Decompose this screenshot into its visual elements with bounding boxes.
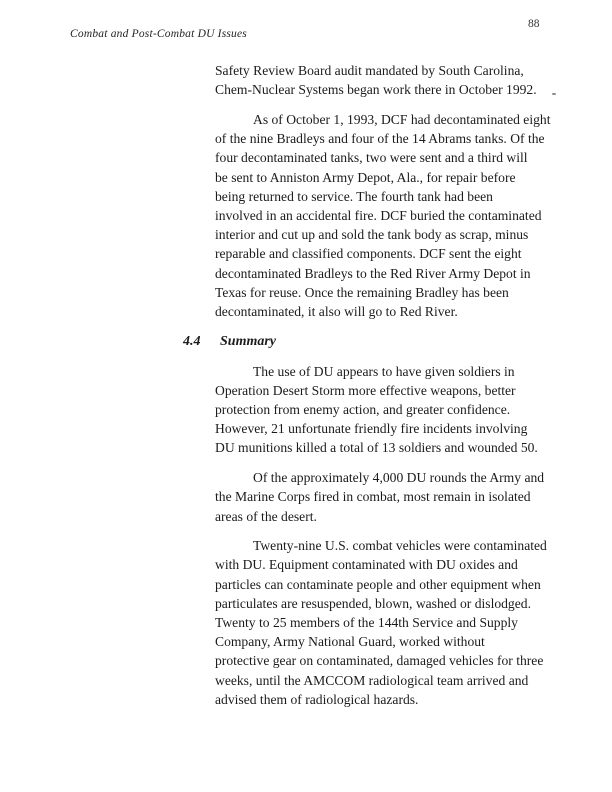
text-line: decontaminated Bradleys to the Red River Army Depot in — [215, 265, 531, 281]
section-number: 4.4 — [183, 333, 201, 349]
text-line: As of October 1, 1993, DCF had decontaminated eight — [253, 111, 551, 127]
paragraph-decontamination — [215, 110, 561, 321]
text-line: Twenty to 25 members of the 144th Service and Supply — [215, 615, 518, 631]
section-title: Summary — [220, 333, 277, 349]
text-line: decontaminated, it also will go to Red River. — [215, 303, 458, 319]
text-line: Of the approximately 4,000 DU rounds the Army and — [253, 470, 545, 486]
paragraph-continuation — [215, 61, 561, 99]
text-line: However, 21 unfortunate friendly fire incidents involving — [215, 421, 528, 437]
paragraph-summary-du-use — [215, 362, 561, 458]
text-line: interior and cut up and sold the tank body as scrap, minus — [215, 227, 529, 243]
body-text-block — [183, 61, 561, 720]
text-line: Safety Review Board audit mandated by South Carolina, — [215, 63, 524, 78]
text-line: protective gear on contaminated, damaged vehicles for three — [215, 653, 544, 669]
text-line: Chem-Nuclear Systems began work there in October 1992. — [215, 82, 537, 98]
text-line: protection from enemy action, and greater confidence. — [215, 402, 511, 418]
text-line: Texas for reuse. Once the remaining Bradley has been — [215, 284, 509, 300]
text-line: be sent to Anniston Army Depot, Ala., for repair before — [215, 169, 516, 185]
text-line: particulates are resuspended, blown, washed or dislodged. — [215, 595, 531, 611]
paragraph-du-rounds — [215, 468, 561, 526]
text-line: being returned to service. The fourth tank had been — [215, 188, 493, 204]
text-line: The use of DU appears to have given soldiers in — [253, 363, 515, 379]
running-header-title: Combat and Post-Combat DU Issues — [70, 28, 247, 40]
section-heading — [183, 332, 561, 352]
text-line: reparable and classified components. DCF sent the eight — [215, 246, 522, 262]
page-number: 88 — [528, 18, 540, 30]
text-line: with DU. Equipment contaminated with DU oxides and — [215, 557, 518, 573]
paragraph-contaminated-vehicles — [215, 536, 561, 709]
text-line: Operation Desert Storm more effective weapons, better — [215, 382, 516, 398]
text-line: particles can contaminate people and other equipment when — [215, 576, 541, 592]
text-line: four decontaminated tanks, two were sent and a third will — [215, 150, 528, 166]
text-line: involved in an accidental fire. DCF buried the contaminated — [215, 207, 542, 223]
text-line: Twenty-nine U.S. combat vehicles were contaminated — [253, 538, 547, 554]
text-line: weeks, until the AMCCOM radiological team arrived and — [215, 672, 529, 688]
text-line: the Marine Corps fired in combat, most remain in isolated — [215, 489, 531, 505]
text-line: areas of the desert. — [215, 508, 317, 524]
text-line: advised them of radiological hazards. — [215, 691, 419, 707]
text-line: Company, Army National Guard, worked without — [215, 634, 485, 650]
scan-artifact-speck — [552, 93, 556, 95]
text-line: DU munitions killed a total of 13 soldiers and wounded 50. — [215, 440, 538, 456]
text-line: of the nine Bradleys and four of the 14 Abrams tanks. Of the — [215, 131, 545, 147]
